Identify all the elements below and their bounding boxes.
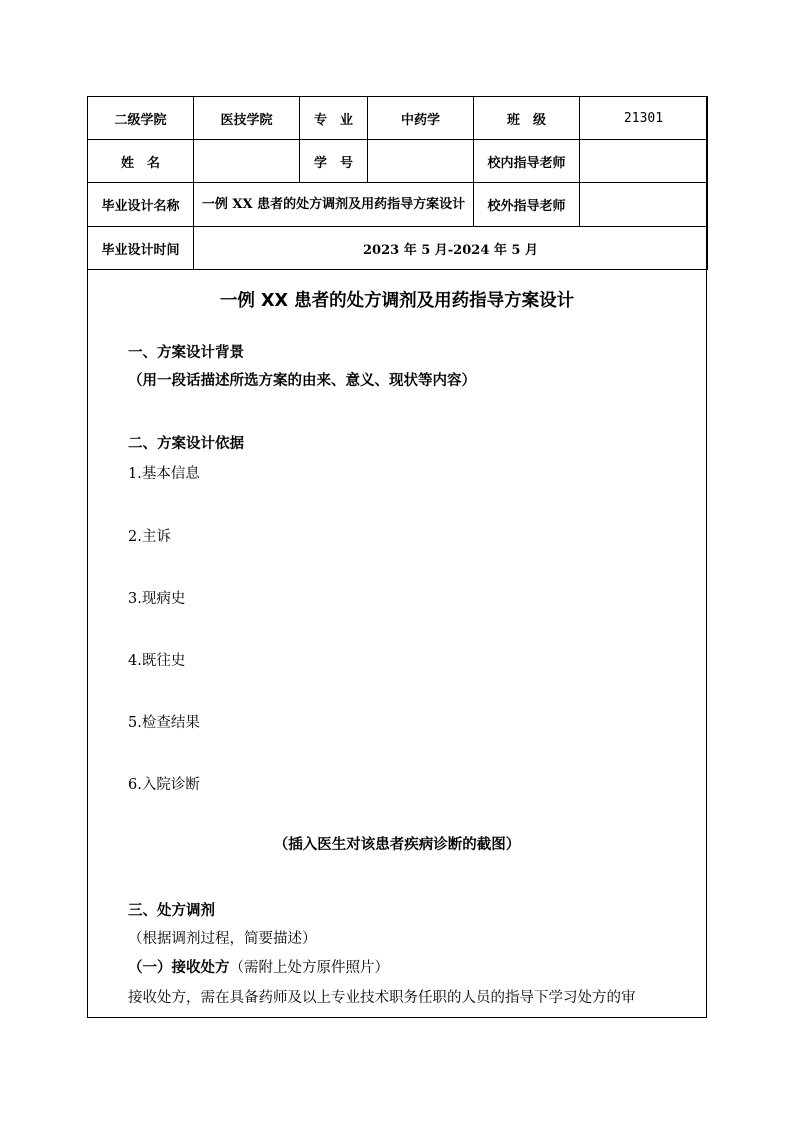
internal-advisor-label: 校内指导老师 [474,140,580,183]
class-label: 班 级 [474,97,580,140]
section1-heading: 一、方案设计背景 [128,345,244,361]
item-basic-info: 1.基本信息 [128,466,200,482]
college-label: 二级学院 [88,97,194,140]
screenshot-hint: （插入医生对该患者疾病诊断的截图） [273,837,521,853]
name-value [194,140,300,183]
student-id-label: 学 号 [300,140,368,183]
design-time-label: 毕业设计时间 [88,227,194,270]
design-name-value: 一例 XX 患者的处方调剂及用药指导方案设计 [194,183,474,227]
external-advisor-value [580,183,708,227]
item-exam-results: 5.检查结果 [128,715,200,731]
item-chief-complaint: 2.主诉 [128,529,171,545]
sub1-line [128,956,389,977]
internal-advisor-value [580,140,708,183]
external-advisor-label: 校外指导老师 [474,183,580,227]
document-title: 一例 XX 患者的处方调剂及用药指导方案设计 [219,291,575,311]
major-label: 专 业 [300,97,368,140]
design-name-label: 毕业设计名称 [88,183,194,227]
sub1-note: （需附上处方原件照片） [229,960,389,976]
item-present-illness: 3.现病史 [128,591,186,607]
sub1-label: （一） [128,960,172,976]
sub1-title: 接收处方 [171,960,230,976]
section3-hint: （根据调剂过程，简要描述） [128,931,317,947]
item-past-history: 4.既往史 [128,653,186,669]
section1-hint: （用一段话描述所选方案的由来、意义、现状等内容） [128,373,476,389]
major-value: 中药学 [368,97,474,140]
section3-heading: 三、处方调剂 [128,903,215,919]
info-table [87,96,708,270]
design-time-value: 2023 年 5 月-2024 年 5 月 [194,227,708,270]
section2-heading: 二、方案设计依据 [128,436,244,452]
name-label: 姓 名 [88,140,194,183]
college-value: 医技学院 [194,97,300,140]
student-id-value [368,140,474,183]
form-page [87,96,707,1018]
sub1-body: 接收处方，需在具备药师及以上专业技术职务任职的人员的指导下学习处方的审 [128,990,636,1006]
class-value: 21301 [580,97,708,140]
item-admission-diagnosis: 6.入院诊断 [128,777,200,793]
